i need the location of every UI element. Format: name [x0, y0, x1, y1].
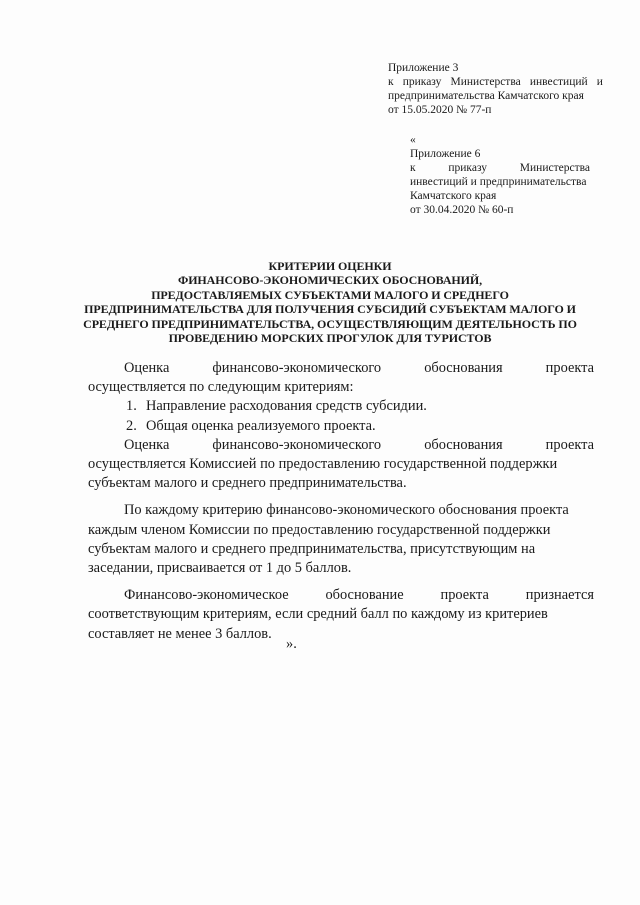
appendix-6-line2: инвестиций и предпринимательства	[410, 176, 587, 188]
title-line: КРИТЕРИИ ОЦЕНКИ	[268, 259, 392, 273]
appendix-6-line3: Камчатского края	[410, 190, 497, 202]
paragraph-1-line2: осуществляется по следующим критериям:	[88, 379, 354, 396]
paragraph-4-line1	[88, 586, 594, 605]
appendix-6-title: Приложение 6	[410, 148, 481, 160]
paragraph-4-line2: соответствующим критериям, если средний балл по каждому из критериев	[88, 606, 548, 623]
paragraph-2-line2: осуществляется Комиссией по предоставлению государственной поддержки	[88, 456, 558, 473]
title-line: ПРОВЕДЕНИЮ МОРСКИХ ПРОГУЛОК ДЛЯ ТУРИСТОВ	[168, 331, 492, 346]
list-number: 2.	[126, 417, 137, 434]
word: проекта	[440, 587, 489, 604]
word: финансово-экономического	[212, 360, 382, 376]
list-text: Общая оценка реализуемого проекта.	[146, 417, 376, 434]
list-text: Направление расходования средств субсидии.	[146, 398, 427, 415]
paragraph-3-line1: По каждому критерию финансово-экономического обоснования проекта	[124, 502, 569, 519]
word: Министерства	[519, 162, 590, 174]
document-title	[60, 259, 600, 345]
title-line: ФИНАНСОВО-ЭКОНОМИЧЕСКИХ ОБОСНОВАНИЙ,	[177, 273, 482, 288]
appendix-3-line1	[388, 75, 603, 89]
paragraph-4-line3: составляет не менее 3 баллов.	[88, 625, 272, 642]
appendix-6-line4: от 30.04.2020 № 60-п	[410, 204, 514, 216]
list-number: 1.	[126, 398, 137, 415]
appendix-3-header	[388, 61, 603, 117]
word: Министерства	[450, 76, 521, 88]
word: Оценка	[124, 360, 170, 376]
word: Оценка	[124, 436, 170, 453]
appendix-3-line2: предпринимательства Камчатского края	[388, 90, 584, 102]
paragraph-3-line3: субъектам малого и среднего предпринимательства, присутствующим на	[88, 540, 536, 557]
title-line: СРЕДНЕГО ПРЕДПРИНИМАТЕЛЬСТВА, ОСУЩЕСТВЛЯЮЩИМ ДЕЯТЕЛЬНОСТЬ ПО	[83, 316, 577, 331]
closing-quote: ».	[286, 636, 297, 652]
paragraph-gap	[88, 493, 594, 501]
word: к	[410, 162, 416, 174]
list-item	[88, 397, 594, 416]
title-line: ПРЕДОСТАВЛЯЕМЫХ СУБЪЕКТАМИ МАЛОГО И СРЕДНЕГО	[151, 287, 509, 302]
word: и	[596, 76, 603, 88]
word: приказу	[448, 162, 488, 174]
paragraph-2-line3: субъектам малого и среднего предпринимательства.	[88, 475, 407, 492]
word: к	[388, 76, 394, 88]
word: обоснования	[424, 436, 503, 453]
title-line: ПРЕДПРИНИМАТЕЛЬСТВА ДЛЯ ПОЛУЧЕНИЯ СУБСИДИЙ СУБЪЕКТАМ МАЛОГО И	[84, 302, 576, 317]
appendix-3-title: Приложение 3	[388, 62, 459, 74]
word: приказу	[402, 76, 442, 88]
opening-quote: «	[410, 134, 416, 146]
paragraph-2-line1	[88, 436, 594, 455]
word: проекта	[545, 360, 594, 376]
appendix-6-header	[410, 133, 590, 217]
paragraph-3-line4: заседании, присваивается от 1 до 5 баллов.	[88, 560, 352, 577]
word: проекта	[545, 436, 594, 453]
word: признается	[525, 587, 594, 604]
word: инвестиций	[529, 76, 588, 88]
word: финансово-экономического	[212, 436, 382, 453]
list-item	[88, 417, 594, 436]
appendix-3-line3: от 15.05.2020 № 77-п	[388, 104, 492, 116]
appendix-6-line1	[410, 161, 590, 175]
document-body	[88, 359, 594, 644]
paragraph-gap	[88, 578, 594, 586]
word: Финансово-экономическое	[124, 587, 289, 604]
word: обоснования	[424, 360, 503, 376]
paragraph-1-line1	[88, 359, 594, 378]
paragraph-3-line2: каждым членом Комиссии по предоставлению государственной поддержки	[88, 521, 551, 538]
word: обоснование	[325, 587, 404, 604]
